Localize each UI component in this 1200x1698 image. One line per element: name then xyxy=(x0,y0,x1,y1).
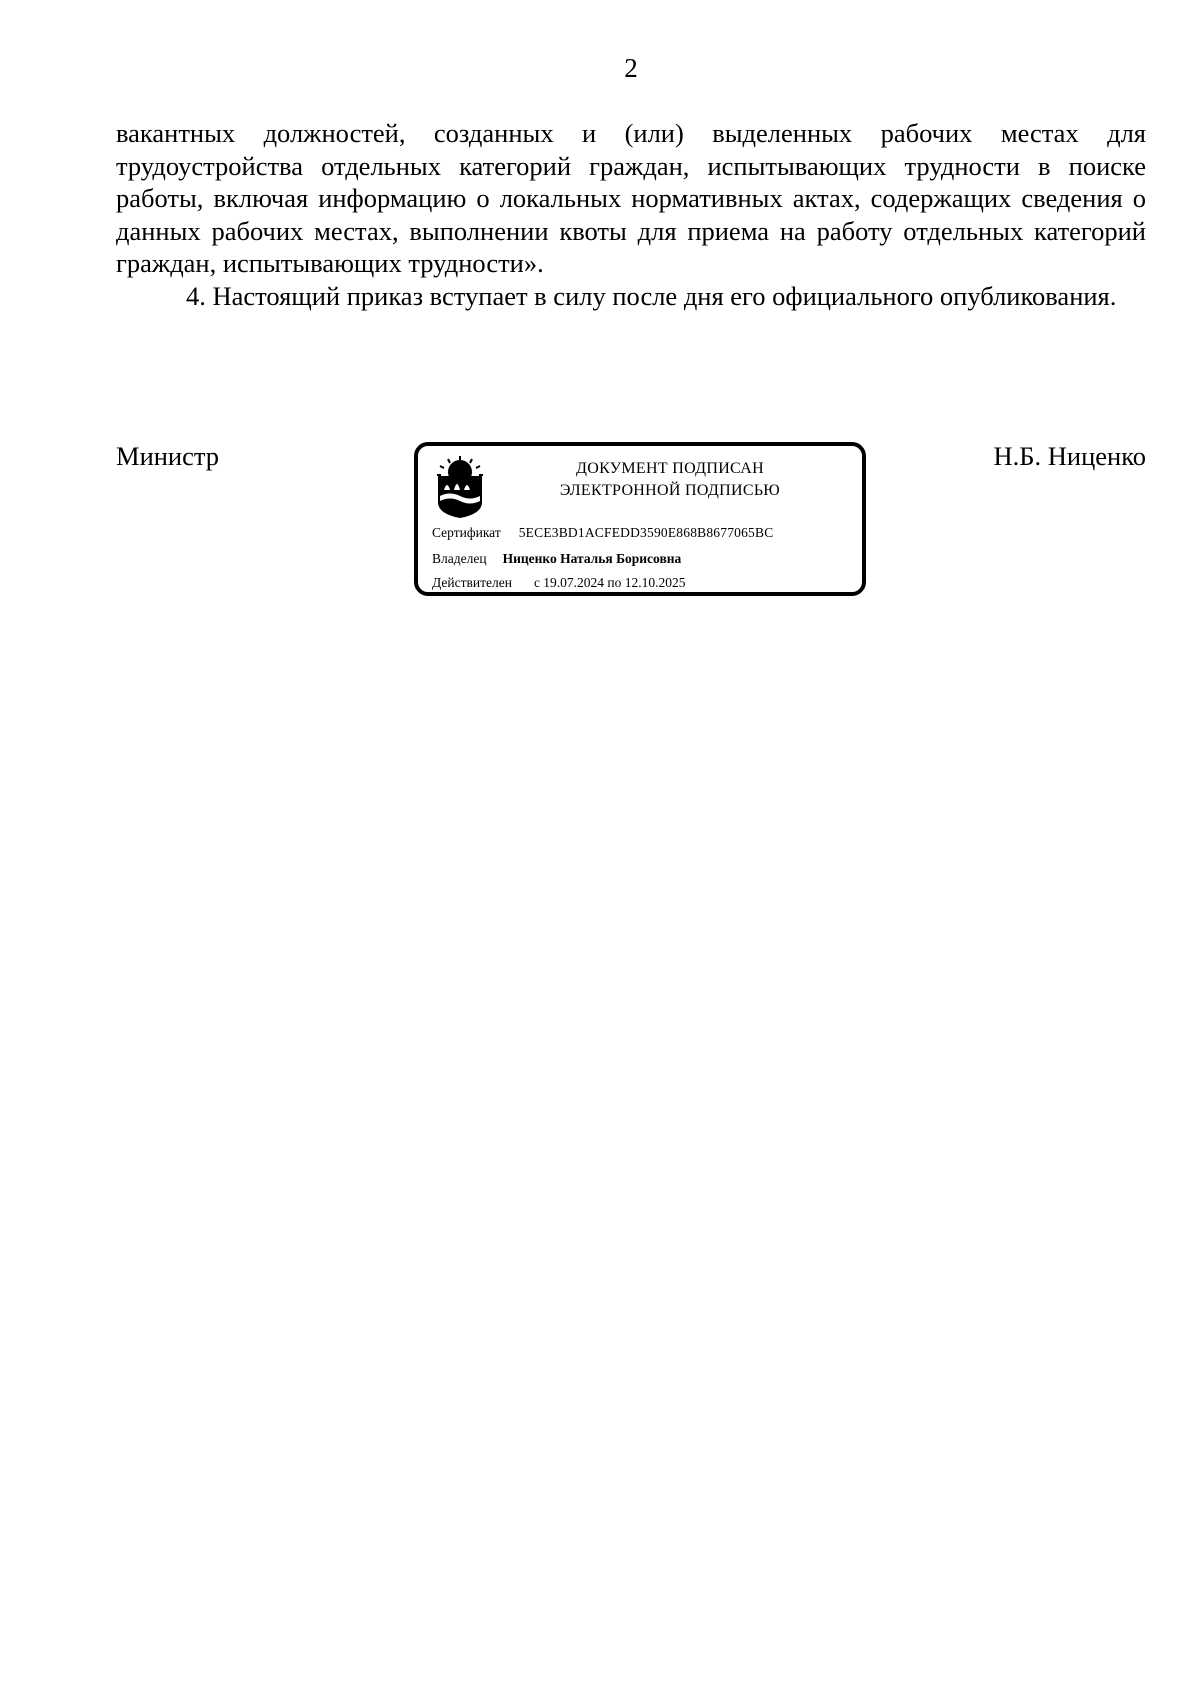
stamp-title-line-1: ДОКУМЕНТ ПОДПИСАН xyxy=(576,460,764,477)
paragraph-continuation: вакантных должностей, созданных и (или) выделенных рабочих местах для трудоустройства отдельных категорий граждан, испытывающих трудности в поиске работы, включая информацию о локальных нормативных актах, содержащих сведения о данных рабочих местах, выполнении квоты для приема на работу отдельных категорий граждан, испытывающих трудности». xyxy=(116,118,1146,279)
stamp-certificate-row xyxy=(432,524,773,542)
paragraph-item-4: 4. Настоящий приказ вступает в силу после дня его официального опубликования. xyxy=(186,280,1117,311)
stamp-validity-row xyxy=(432,574,686,592)
certificate-label: Сертификат xyxy=(432,525,501,540)
validity-label: Действителен xyxy=(432,575,512,590)
electronic-signature-stamp xyxy=(414,442,866,596)
certificate-value: 5ECE3BD1ACFEDD3590E868B8677065BC xyxy=(518,525,774,540)
signature-block xyxy=(116,440,1146,610)
page-number: 2 xyxy=(624,53,638,83)
signer-name: Н.Б. Ниценко xyxy=(993,441,1146,471)
owner-value: Ниценко Наталья Борисовна xyxy=(502,551,682,566)
signer-position: Министр xyxy=(116,441,220,471)
stamp-title-line-2: ЭЛЕКТРОННОЙ ПОДПИСЬЮ xyxy=(559,482,781,499)
validity-value: с 19.07.2024 по 12.10.2025 xyxy=(533,575,686,590)
owner-label: Владелец xyxy=(432,551,487,566)
stamp-owner-row xyxy=(432,550,681,568)
document-body xyxy=(116,117,1146,313)
stamp-title xyxy=(478,458,862,502)
